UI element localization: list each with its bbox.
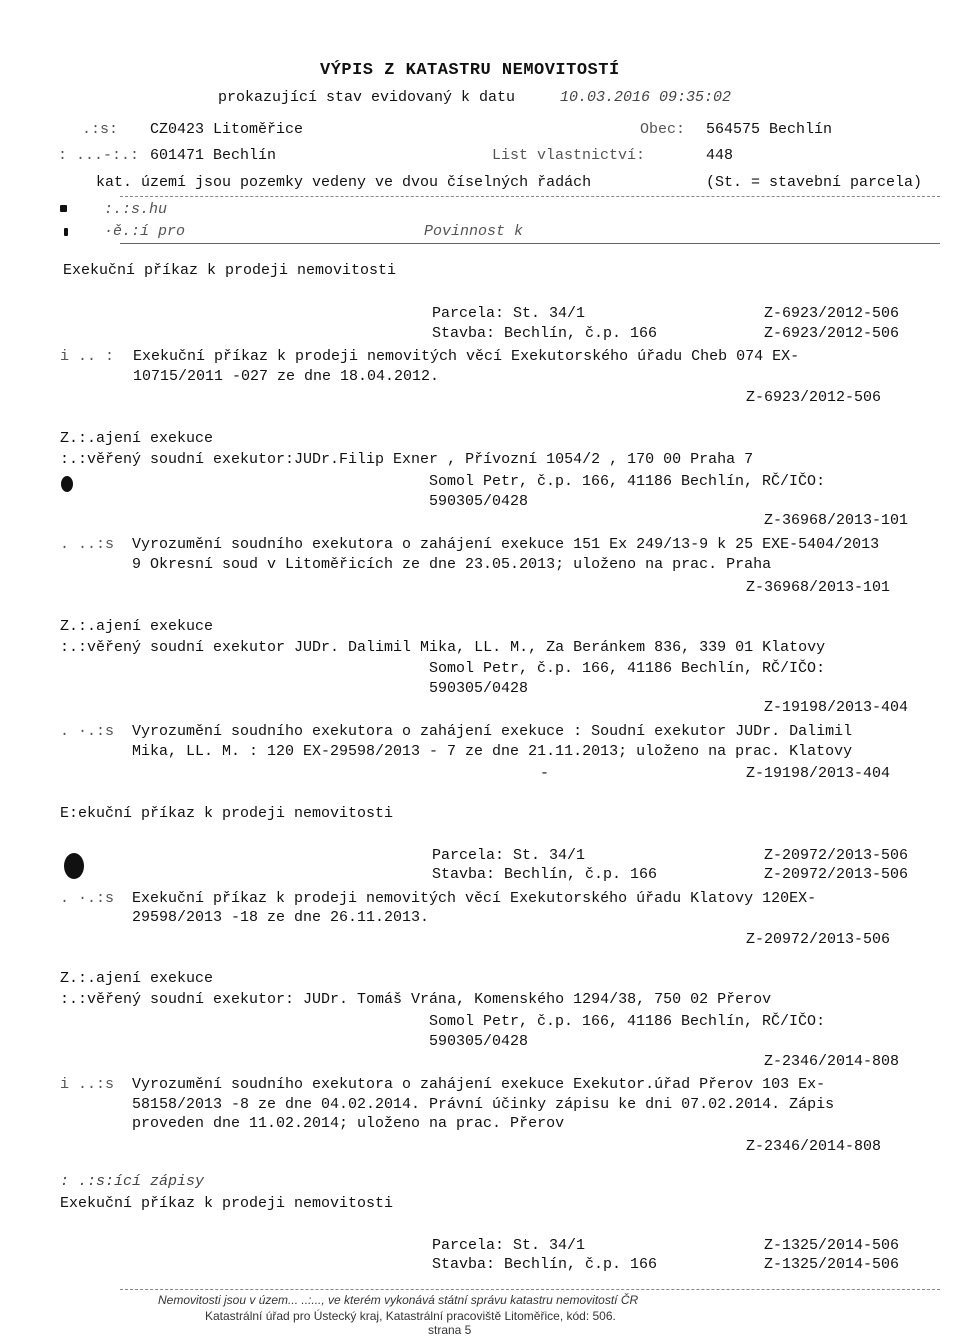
s2-listina-prefix: . ..:s <box>60 536 115 553</box>
s3-owner-line1: Somol Petr, č.p. 166, 41186 Bechlín, RČ/IČO: <box>429 660 826 677</box>
s1-listina-prefix: i .. : <box>60 348 115 365</box>
s6-stavba-ref: Z-1325/2014-506 <box>764 1256 900 1273</box>
s2-listina-line2: 9 Okresní soud v Litoměřicích ze dne 23.05.2013; uloženo na prac. Praha <box>132 556 772 573</box>
s2-ref-b: Z-36968/2013-101 <box>746 579 891 596</box>
s5-executor: :.:věřený soudní exekutor: JUDr. Tomáš Vrána, Komenského 1294/38, 750 02 Přerov <box>60 991 772 1008</box>
margin-mark-2 <box>64 228 68 236</box>
s5-ref-a: Z-2346/2014-808 <box>764 1053 900 1070</box>
s1-listina-line1: Exekuční příkaz k prodeji nemovitých věcí Exekutorského úřadu Cheb 074 EX- <box>133 348 800 365</box>
footer-line-2: Katastrální úřad pro Ústecký kraj, Katastrální pracoviště Litoměřice, kód: 506. <box>205 1309 616 1323</box>
s4-ref: Z-20972/2013-506 <box>746 931 891 948</box>
district-value: CZ0423 Litoměřice <box>150 121 304 138</box>
s5-listina-prefix: i ..:s <box>60 1076 115 1093</box>
s1-parcela: Parcela: St. 34/1 <box>432 305 586 322</box>
subtitle-date: 10.03.2016 09:35:02 <box>560 89 732 106</box>
s6-stavba: Stavba: Bechlín, č.p. 166 <box>432 1256 658 1273</box>
footer-page-number: strana 5 <box>428 1323 472 1337</box>
section-2-heading: Z.:.ajení exekuce <box>60 430 214 447</box>
section-3-heading: Z.:.ajení exekuce <box>60 618 214 635</box>
municipality-value: 564575 Bechlín <box>706 121 833 138</box>
ownership-sheet-label: List vlastnictví: <box>492 147 646 164</box>
s2-listina-line1: Vyrozumění soudního exekutora o zahájení exekuce 151 Ex 249/13-9 k 25 EXE-5404/2013 <box>132 536 880 553</box>
s3-ref-b: Z-19198/2013-404 <box>746 765 891 782</box>
s5-ref-b: Z-2346/2014-808 <box>746 1138 882 1155</box>
s3-listina-line1: Vyrozumění soudního exekutora o zahájení exekuce : Soudní exekutor JUDr. Dalimil <box>132 723 853 740</box>
cadastral-label: : ...-:.: <box>58 147 140 164</box>
s4-stavba: Stavba: Bechlín, č.p. 166 <box>432 866 658 883</box>
s3-ref-a: Z-19198/2013-404 <box>764 699 909 716</box>
s2-owner-line1: Somol Petr, č.p. 166, 41186 Bechlín, RČ/IČO: <box>429 473 826 490</box>
s3-executor: :.:věřený soudní exekutor JUDr. Dalimil Mika, LL. M., Za Beránkem 836, 339 01 Klatovy <box>60 639 826 656</box>
s5-listina-line3: proveden dne 11.02.2014; uloženo na prac. Přerov <box>132 1115 565 1132</box>
section-1-heading: Exekuční příkaz k prodeji nemovitosti <box>63 262 397 279</box>
s5-owner-line2: 590305/0428 <box>429 1033 529 1050</box>
s1-parcela-ref: Z-6923/2012-506 <box>764 305 900 322</box>
s1-listina-ref: Z-6923/2012-506 <box>746 389 882 406</box>
s5-listina-line2: 58158/2013 -8 ze dne 04.02.2014. Právní účinky zápisu ke dni 07.02.2014. Zápis <box>132 1096 835 1113</box>
footer-rule <box>120 1289 940 1290</box>
s2-owner-line2: 590305/0428 <box>429 493 529 510</box>
s4-listina-line1: Exekuční příkaz k prodeji nemovitých věcí Exekutorského úřadu Klatovy 120EX- <box>132 890 817 907</box>
s5-owner-line1: Somol Petr, č.p. 166, 41186 Bechlín, RČ/IČO: <box>429 1013 826 1030</box>
s1-stavba: Stavba: Bechlín, č.p. 166 <box>432 325 658 342</box>
parcel-series-note: kat. území jsou pozemky vedeny ve dvou číselných řadách <box>96 174 592 191</box>
cadastral-value: 601471 Bechlín <box>150 147 277 164</box>
document-title: VÝPIS Z KATASTRU NEMOVITOSTÍ <box>320 61 620 80</box>
district-label: .:s: <box>82 121 119 138</box>
s2-ref-a: Z-36968/2013-101 <box>764 512 909 529</box>
s4-stavba-ref: Z-20972/2013-506 <box>764 866 909 883</box>
s4-listina-prefix: . ·.:s <box>60 890 115 907</box>
section-5-heading: Z.:.ajení exekuce <box>60 970 214 987</box>
header-rule-1 <box>120 196 940 197</box>
s4-listina-line2: 29598/2013 -18 ze dne 26.11.2013. <box>132 909 430 926</box>
header-fragment-2: ·ě.:í pro <box>104 223 186 240</box>
margin-mark-1 <box>60 205 67 212</box>
s1-stavba-ref: Z-6923/2012-506 <box>764 325 900 342</box>
s6-prefix: : .:s:ící zápisy <box>60 1173 205 1190</box>
s2-executor: :.:věřený soudní exekutor:JUDr.Filip Exner , Přívozní 1054/2 , 170 00 Praha 7 <box>60 451 754 468</box>
section-4-heading: E:ekuční příkaz k prodeji nemovitosti <box>60 805 394 822</box>
header-fragment-1: :.:s.hu <box>104 201 168 218</box>
s5-listina-line1: Vyrozumění soudního exekutora o zahájení exekuce Exekutor.úřad Přerov 103 Ex- <box>132 1076 826 1093</box>
footer-line-1: Nemovitosti jsou v územ... ..:..., ve kterém vykonává státní správu katastru nemovitostí ČR <box>158 1293 639 1307</box>
s1-listina-line2: 10715/2011 -027 ze dne 18.04.2012. <box>133 368 440 385</box>
section-6-heading: Exekuční příkaz k prodeji nemovitosti <box>60 1195 394 1212</box>
subtitle-prefix: prokazující stav evidovaný k datu <box>218 89 516 106</box>
s3-dash: - <box>540 765 550 782</box>
header-rule-2 <box>120 243 940 244</box>
municipality-label: Obec: <box>640 121 686 138</box>
s4-parcela-ref: Z-20972/2013-506 <box>764 847 909 864</box>
s4-parcela: Parcela: St. 34/1 <box>432 847 586 864</box>
s3-listina-line2: Mika, LL. M. : 120 EX-29598/2013 - 7 ze dne 21.11.2013; uloženo na prac. Klatovy <box>132 743 853 760</box>
s3-listina-prefix: . ·.:s <box>60 723 115 740</box>
parcel-series-legend: (St. = stavební parcela) <box>706 174 923 191</box>
s6-parcela-ref: Z-1325/2014-506 <box>764 1237 900 1254</box>
margin-mark-3 <box>61 476 73 492</box>
margin-mark-4 <box>64 853 84 879</box>
s6-parcela: Parcela: St. 34/1 <box>432 1237 586 1254</box>
ownership-sheet-value: 448 <box>706 147 734 164</box>
obligation-label: Povinnost k <box>424 223 524 240</box>
s3-owner-line2: 590305/0428 <box>429 680 529 697</box>
